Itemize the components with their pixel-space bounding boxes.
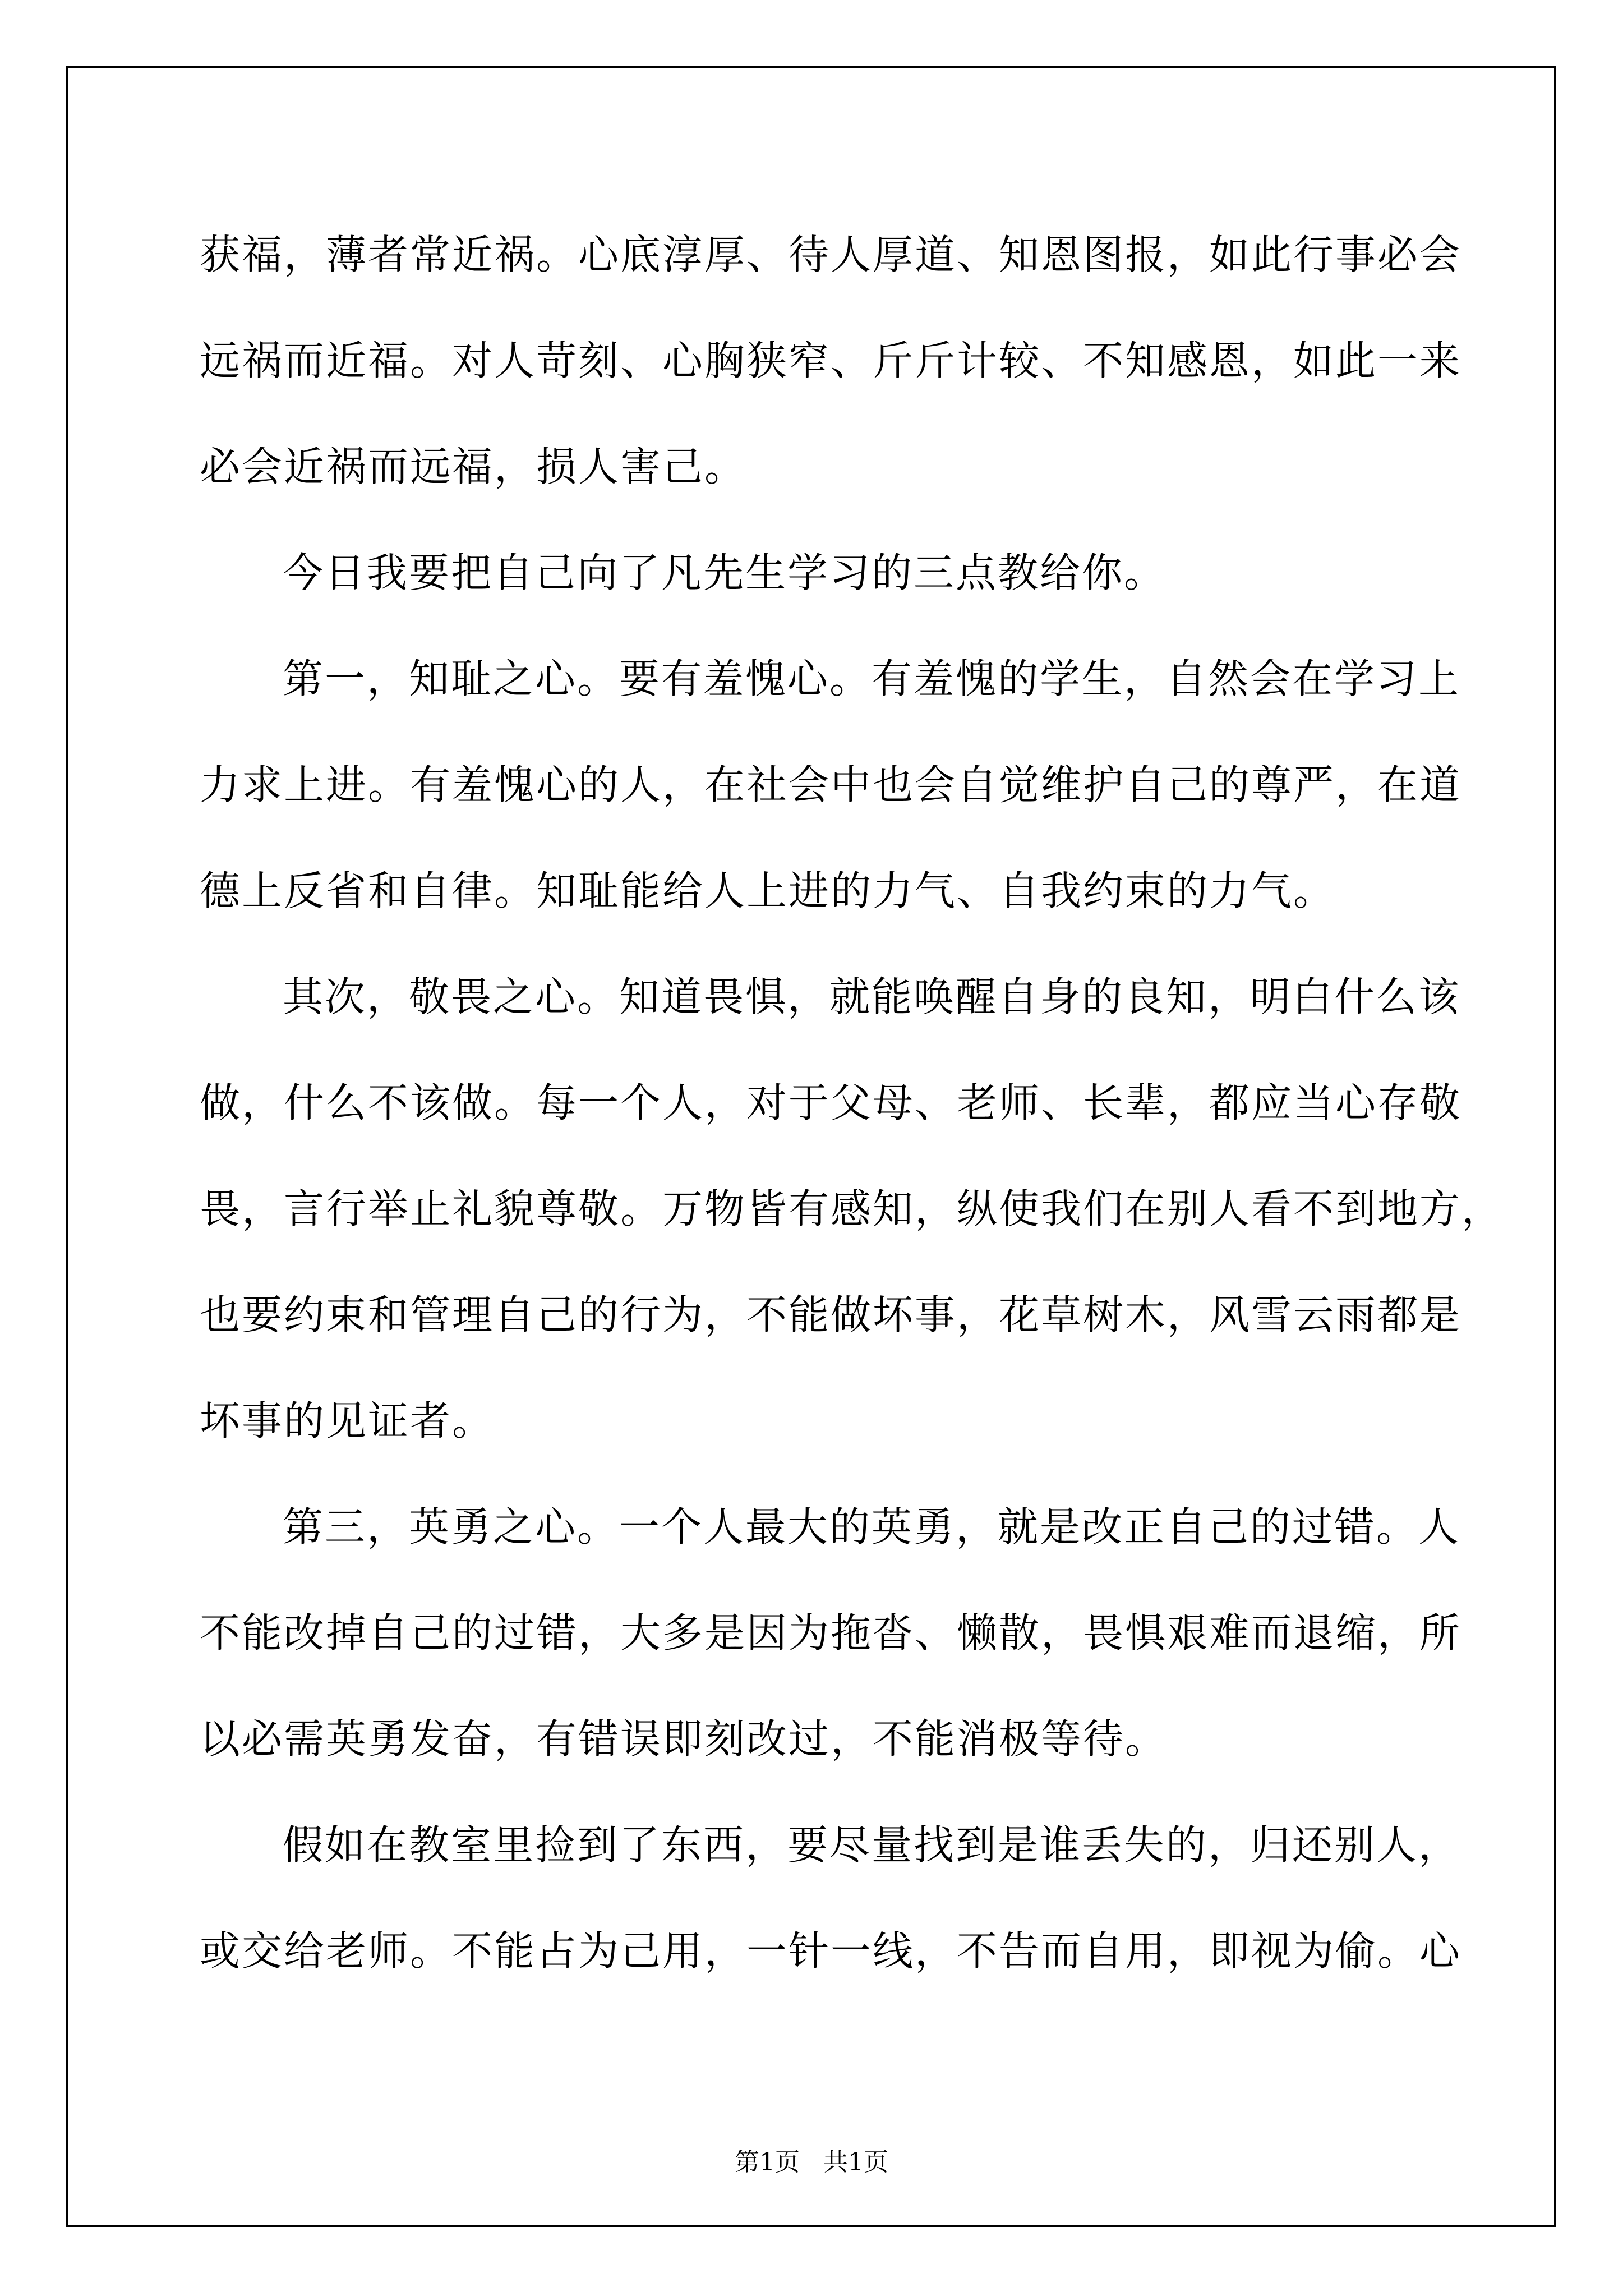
- text-line: 或交给老师。不能占为己用，一针一线，不告而自用，即视为偷。心: [200, 1927, 1462, 1975]
- text-line: 获福，薄者常近祸。心底淳厚、待人厚道、知恩图报，如此行事必会: [200, 231, 1462, 278]
- document-body: [200, 202, 1504, 2004]
- text-line: 不能改掉自己的过错，大多是因为拖沓、懒散，畏惧艰难而退缩，所: [200, 1609, 1462, 1657]
- text-line: 以必需英勇发奋，有错误即刻改过，不能消极等待。: [200, 1715, 1168, 1763]
- text-line: 力求上进。有羞愧心的人，在社会中也会自觉维护自己的尊严，在道: [200, 761, 1462, 808]
- paragraph-start-line: 其次，敬畏之心。知道畏惧，就能唤醒自身的良知，明白什么该: [283, 973, 1461, 1020]
- paragraph-start-line: 第三，英勇之心。一个人最大的英勇，就是改正自己的过错。人: [283, 1503, 1461, 1550]
- text-line: 畏，言行举止礼貌尊敬。万物皆有感知，纵使我们在别人看不到地方，: [200, 1185, 1504, 1232]
- paragraph-start-line: 假如在教室里捡到了东西，要尽量找到是谁丢失的，归还别人，: [283, 1821, 1461, 1869]
- page-number-footer: 第1页 共1页: [735, 2148, 888, 2177]
- text-line: 做，什么不该做。每一个人，对于父母、老师、长辈，都应当心存敬: [200, 1079, 1462, 1126]
- text-line: 德上反省和自律。知耻能给人上进的力气、自我约束的力气。: [200, 867, 1336, 914]
- paragraph-start-line: 今日我要把自己向了凡先生学习的三点教给你。: [283, 549, 1166, 596]
- text-line: 坏事的见证者。: [200, 1397, 495, 1444]
- paragraph-start-line: 第一，知耻之心。要有羞愧心。有羞愧的学生，自然会在学习上: [283, 655, 1461, 702]
- text-line: 也要约束和管理自己的行为，不能做坏事，花草树木，风雪云雨都是: [200, 1291, 1462, 1338]
- text-line: 必会近祸而远福，损人害己。: [200, 443, 747, 490]
- text-line: 远祸而近福。对人苛刻、心胸狭窄、斤斤计较、不知感恩，如此一来: [200, 337, 1462, 384]
